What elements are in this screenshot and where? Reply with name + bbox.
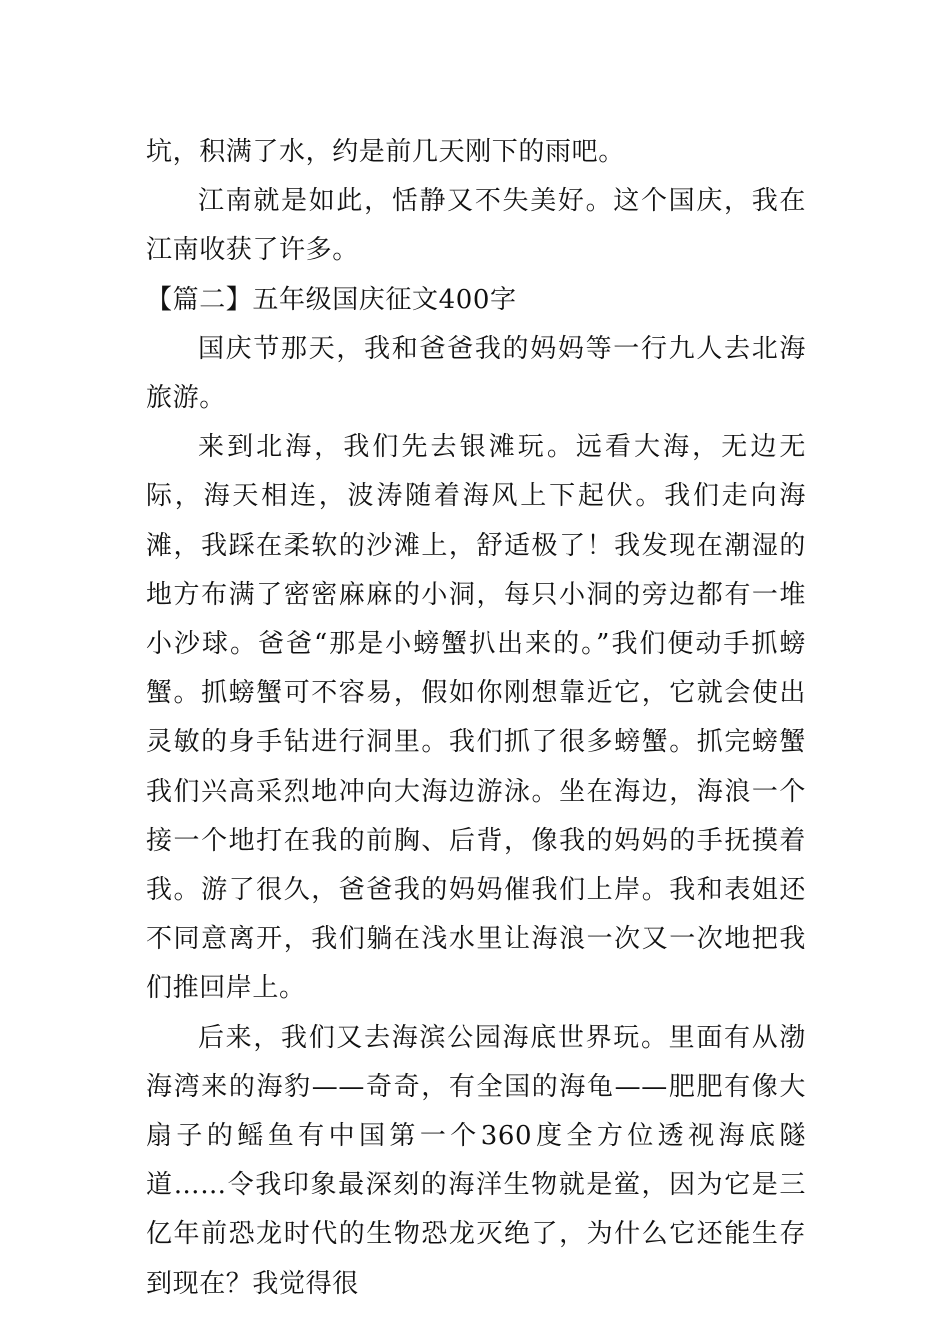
paragraph-silver-beach: 来到北海，我们先去银滩玩。远看大海，无边无际，海天相连，波涛随着海风上下起伏。我们走向海滩，我踩在柔软的沙滩上，舒适极了！我发现在潮湿的地方布满了密密麻麻的小洞，每只小洞的旁边都有一堆小沙球。爸爸“那是小螃蟹扒出来的。”我们便动手抓螃蟹。抓螃蟹可不容易，假如你刚想靠近它，它就会使出灵敏的身手钻进行洞里。我们抓了很多螃蟹。抓完螃蟹我们兴高采烈地冲向大海边游泳。坐在海边，海浪一个接一个地打在我的前胸、后背，像我的妈妈的手抚摸着我。游了很久，爸爸我的妈妈催我们上岸。我和表姐还不同意离开，我们躺在浅水里让海浪一次又一次地把我们推回岸上。 <box>146 432 806 1004</box>
paragraph-jiangnan-summary: 江南就是如此，恬静又不失美好。这个国庆，我在江南收获了许多。 <box>146 186 806 266</box>
paragraph-national-day-trip: 国庆节那天，我和爸爸我的妈妈等一行九人去北海旅游。 <box>146 333 806 414</box>
section-heading: 【篇二】五年级国庆征文400字 <box>146 284 517 315</box>
paragraph-underwater-world: 后来，我们又去海滨公园海底世界玩。里面有从渤海湾来的海豹——奇奇，有全国的海龟——肥肥有像大扇子的鳐鱼有中国第一个360度全方位透视海底隧道……令我印象最深刻的海洋生物就是鲎，因为它是三亿年前恐龙时代的生物恐龙灭绝了，为什么它还能生存到现在？我觉得很 <box>146 1022 806 1299</box>
document-page <box>146 128 806 1309</box>
paragraph-continuation: 坑，积满了水，约是前几天刚下的雨吧。 <box>146 137 625 167</box>
